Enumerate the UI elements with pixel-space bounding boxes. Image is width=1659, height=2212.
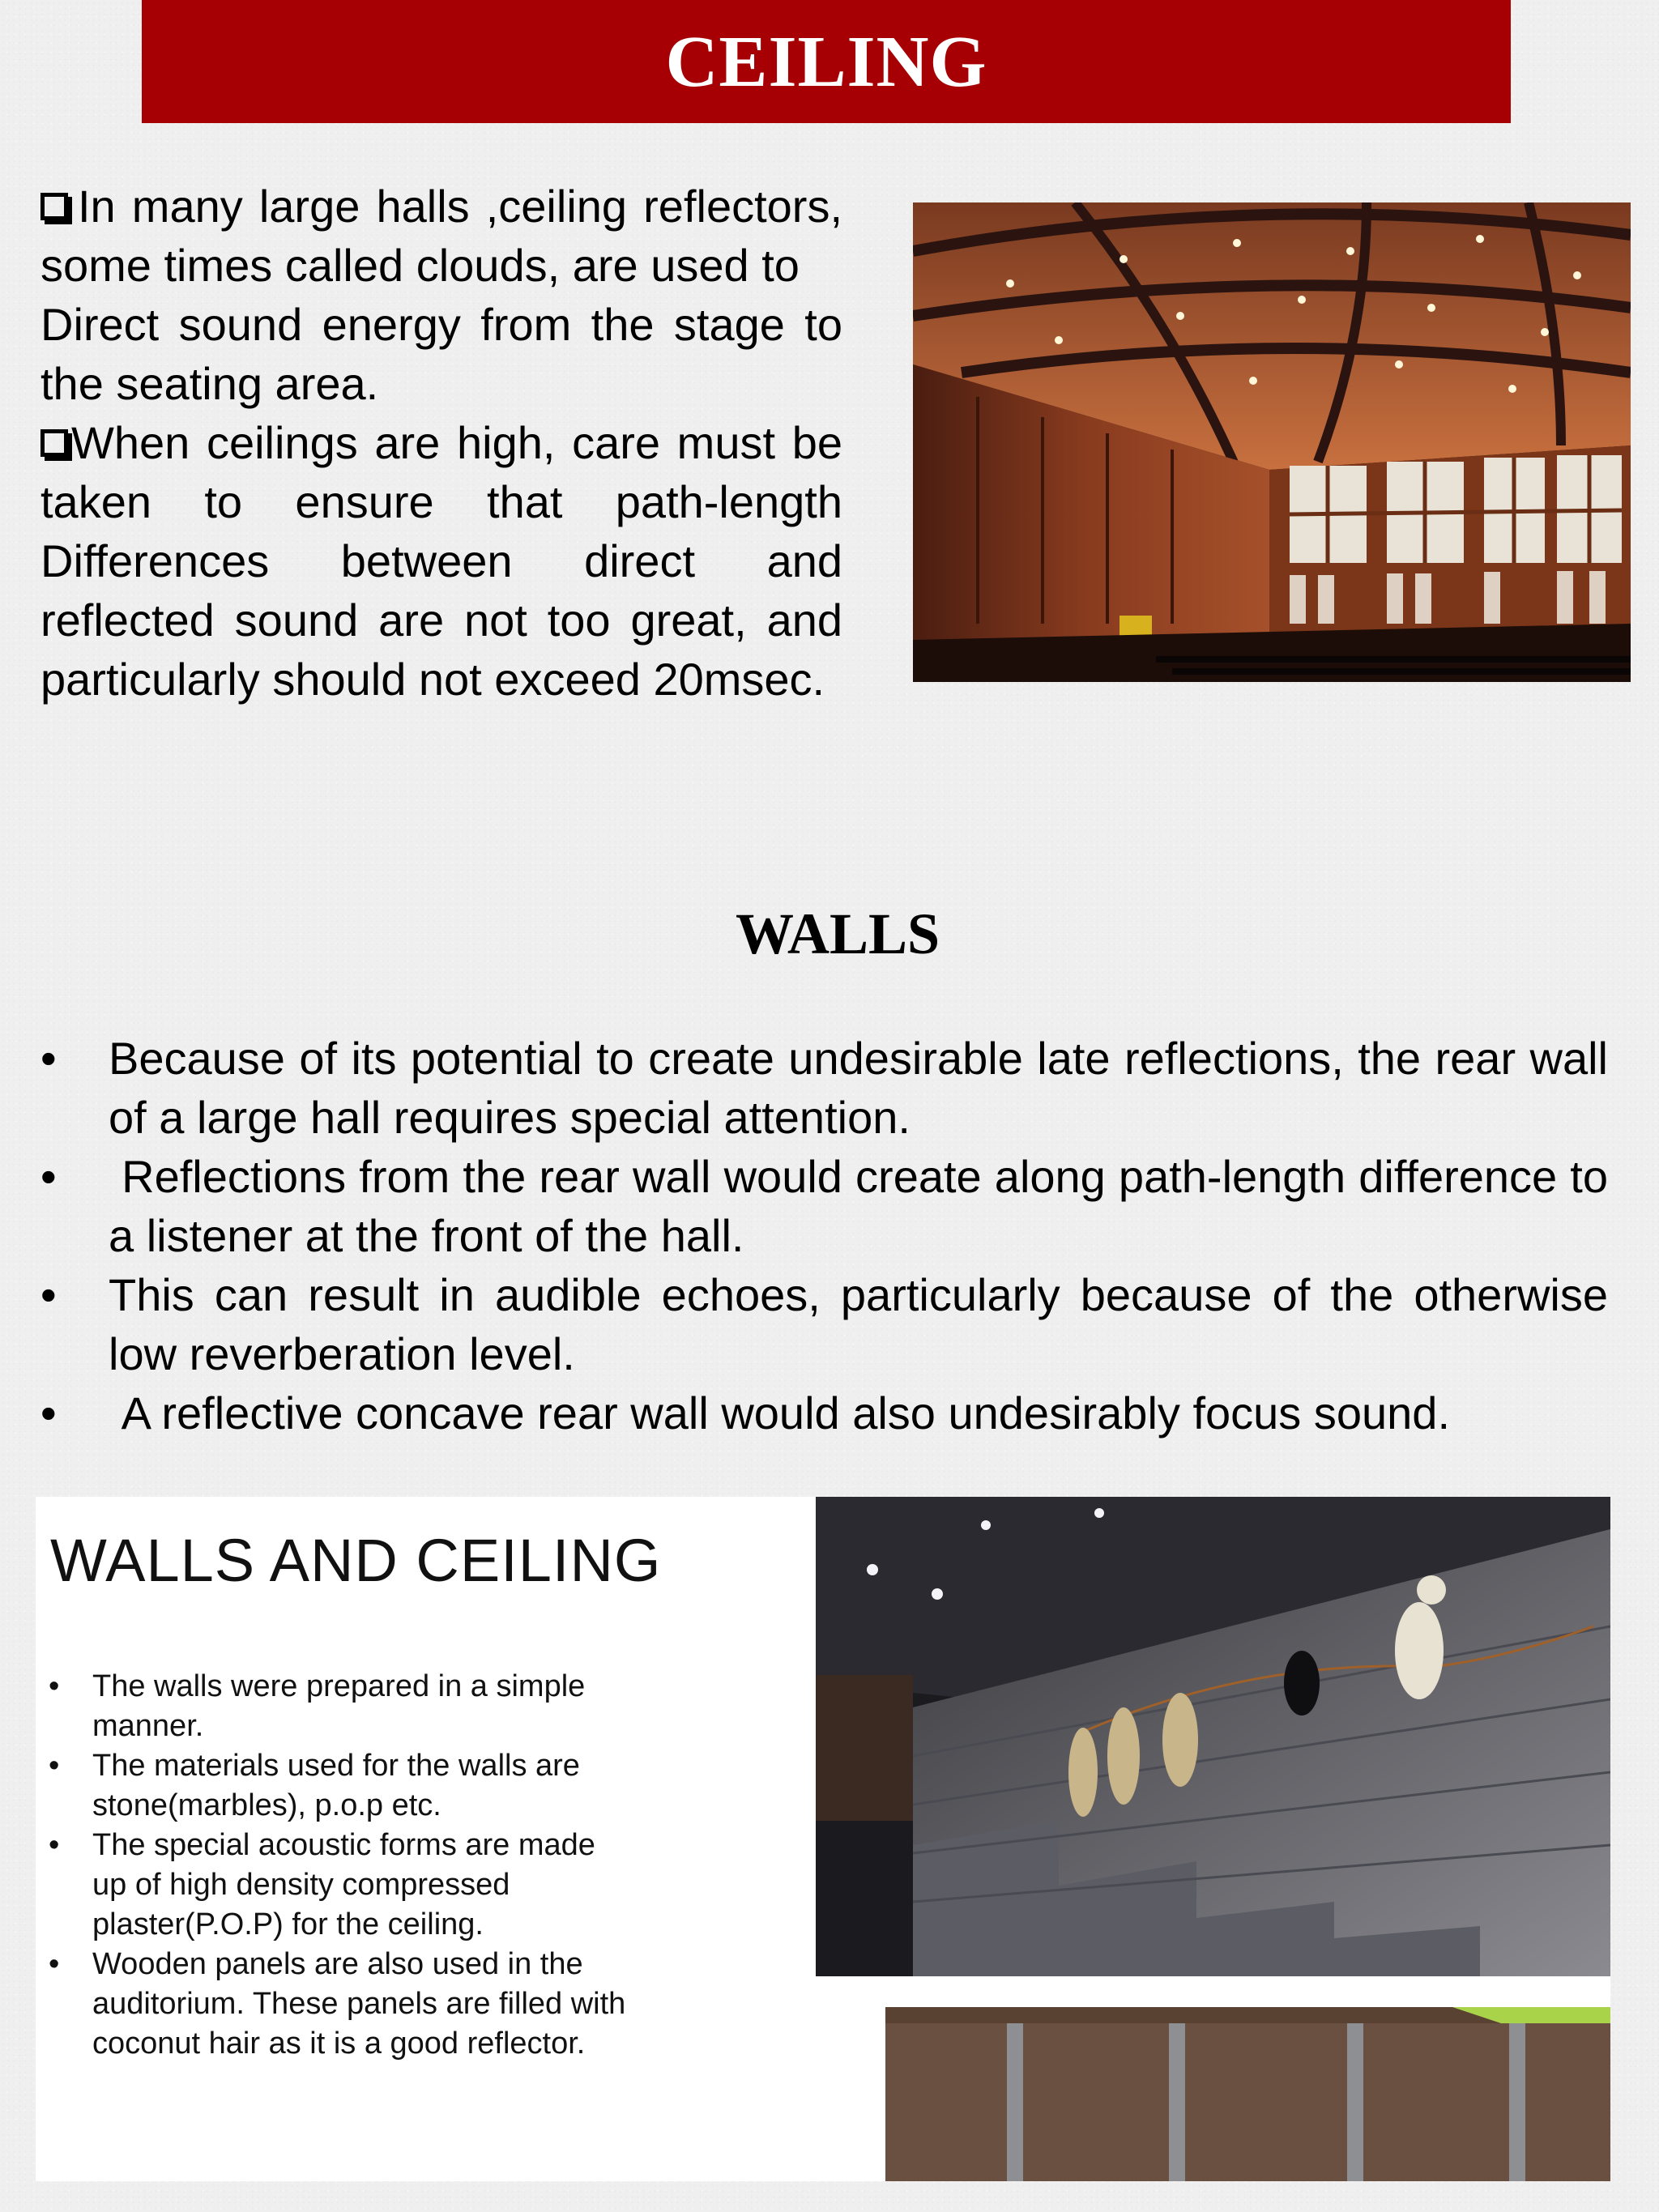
- list-item: [41, 1265, 1608, 1383]
- ceiling-text-block: [41, 177, 842, 709]
- checkbox-square-icon: [41, 193, 68, 220]
- list-item: [41, 1147, 1621, 1265]
- list-item-text: A reflective concave rear wall would also undesirably focus sound.: [109, 1387, 1450, 1438]
- list-item: [49, 1945, 632, 2064]
- list-item: [41, 1029, 1608, 1147]
- ceiling-paragraph-1: [41, 177, 842, 295]
- list-item: [49, 1826, 632, 1945]
- page-title: CEILING: [665, 21, 987, 102]
- ceiling-paragraph-1-text: In many large halls ,ceiling reflectors, some times called clouds, are used to: [41, 181, 842, 291]
- bullet-icon: •: [49, 1669, 60, 1703]
- bullet-icon: •: [49, 1749, 60, 1783]
- list-item-text: The walls were prepared in a simple manner.: [92, 1669, 586, 1743]
- list-item: [49, 1667, 632, 1746]
- list-item-text: The special acoustic forms are made up of high density compressed plaster(P.O.P) for the ceiling.: [92, 1828, 595, 1941]
- bullet-icon: •: [41, 1151, 57, 1202]
- ceiling-paragraph-2-text: When ceilings are high, care must be taken to ensure that path-length Differences between direct and reflected sound are not too great, and particularly should not exceed 20msec.: [41, 417, 842, 705]
- ceiling-paragraph-1b: Direct sound energy from the stage to the seating area.: [41, 299, 842, 409]
- bullet-icon: •: [41, 1269, 57, 1320]
- slide-bullet-list: [49, 1667, 632, 2064]
- list-item: [49, 1746, 632, 1826]
- auditorium-wall-photo: [816, 1497, 1610, 1976]
- walls-bullet-list: [41, 1029, 1621, 1443]
- ceiling-paragraph-2: [41, 413, 842, 709]
- list-item: [41, 1383, 1608, 1443]
- bullet-icon: •: [49, 1828, 60, 1862]
- list-item-text: The materials used for the walls are stone(marbles), p.o.p etc.: [92, 1749, 580, 1822]
- walls-and-ceiling-slide: [36, 1497, 1610, 2181]
- concert-hall-photo: [913, 202, 1631, 682]
- list-item-text: Reflections from the rear wall would create along path-length difference to a listener at the front of the hall.: [109, 1151, 1621, 1261]
- list-item-text: Wooden panels are also used in the auditorium. These panels are filled with coconut hair as it is a good reflector.: [92, 1947, 626, 2061]
- wooden-panel-photo: [885, 2007, 1610, 2181]
- walls-heading: WALLS: [735, 901, 940, 966]
- bullet-icon: •: [41, 1033, 57, 1084]
- list-item-text: Because of its potential to create undesirable late reflections, the rear wall of a large hall requires special attention.: [109, 1033, 1608, 1143]
- bullet-icon: •: [49, 1947, 60, 1981]
- bullet-icon: •: [41, 1387, 57, 1438]
- title-bar: [142, 0, 1511, 123]
- list-item-text: This can result in audible echoes, particularly because of the otherwise low reverberation level.: [109, 1269, 1608, 1379]
- checkbox-square-icon: [41, 429, 68, 457]
- slide-title: WALLS AND CEILING: [50, 1527, 662, 1594]
